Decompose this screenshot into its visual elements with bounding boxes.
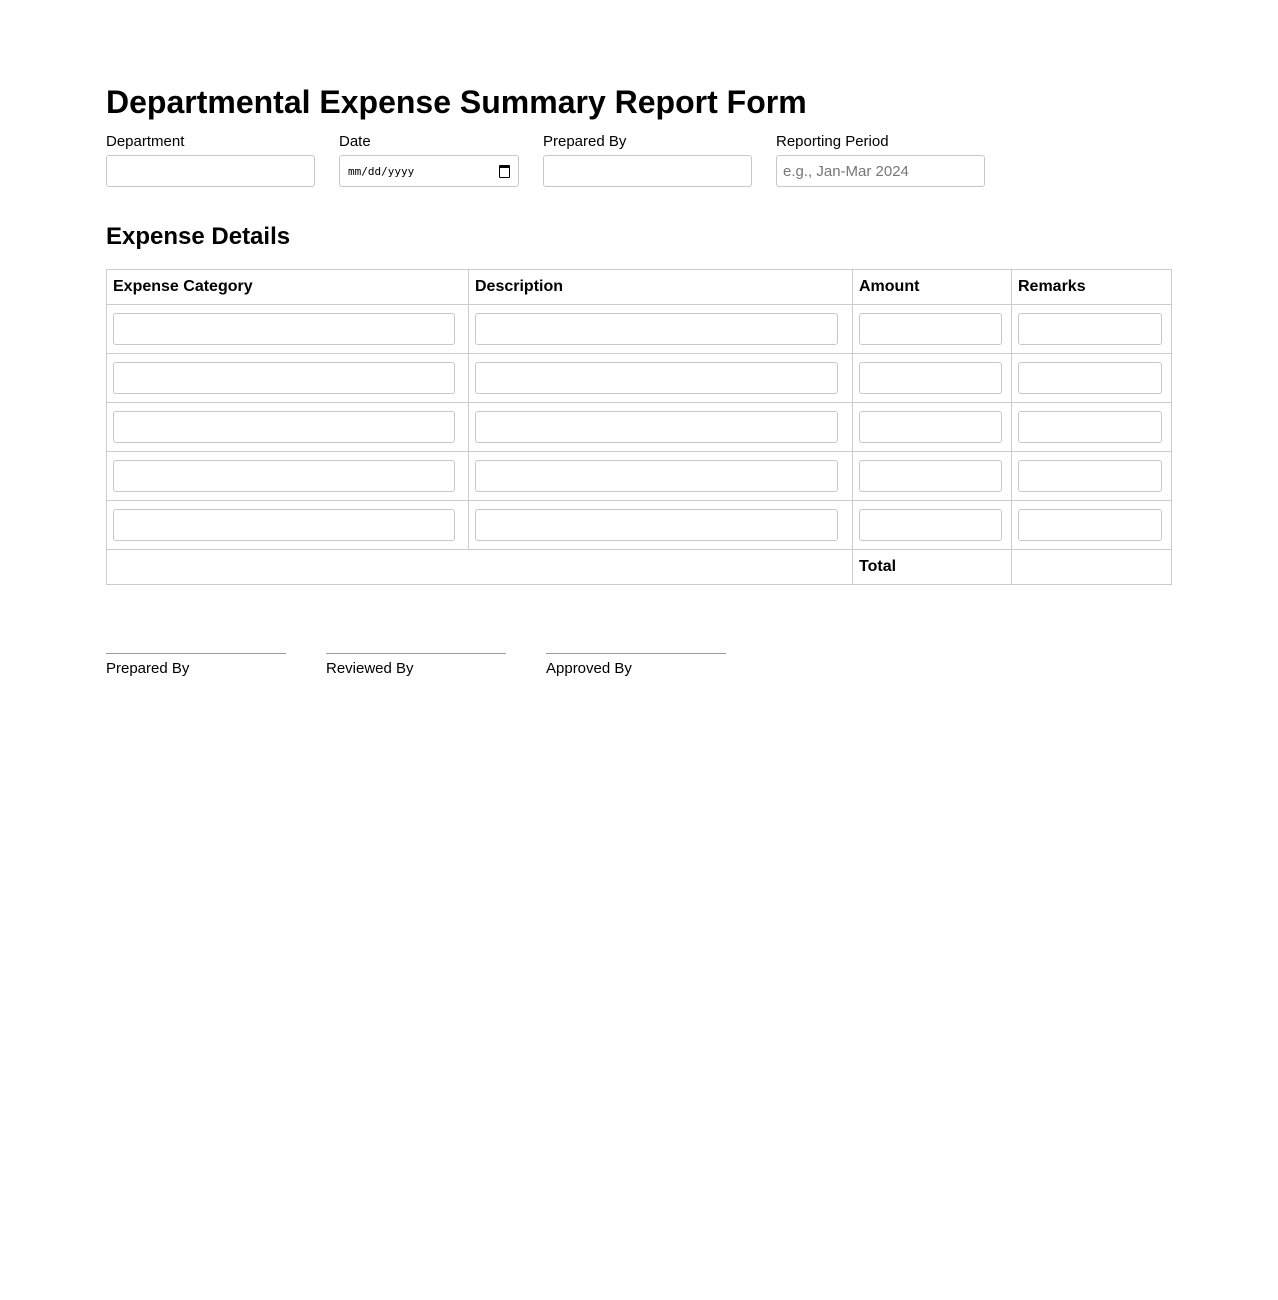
table-cell	[853, 452, 1012, 501]
remarks-input[interactable]	[1018, 362, 1162, 394]
reporting-period-field	[776, 133, 985, 187]
expense-category-input[interactable]	[113, 362, 455, 394]
table-row	[107, 501, 1172, 550]
header-expense-category: Expense Category	[107, 270, 469, 305]
department-field	[106, 133, 315, 187]
description-input[interactable]	[475, 460, 838, 492]
total-row	[107, 550, 1172, 585]
table-row	[107, 452, 1172, 501]
table-cell	[1012, 501, 1172, 550]
prepared-by-input[interactable]	[543, 155, 752, 187]
prepared-by-field	[543, 133, 752, 187]
expense-category-input[interactable]	[113, 509, 455, 541]
total-spacer	[107, 550, 853, 585]
expense-category-input[interactable]	[113, 411, 455, 443]
description-input[interactable]	[475, 362, 838, 394]
total-label: Total	[853, 550, 1012, 585]
description-input[interactable]	[475, 313, 838, 345]
signature-reviewed-by: Reviewed By	[326, 653, 506, 677]
amount-input[interactable]	[859, 313, 1002, 345]
remarks-input[interactable]	[1018, 313, 1162, 345]
table-cell	[469, 501, 853, 550]
department-input[interactable]	[106, 155, 315, 187]
table-cell	[469, 354, 853, 403]
table-cell	[853, 305, 1012, 354]
table-cell	[107, 305, 469, 354]
expense-category-input[interactable]	[113, 313, 455, 345]
amount-input[interactable]	[859, 362, 1002, 394]
header-remarks: Remarks	[1012, 270, 1172, 305]
table-cell	[469, 452, 853, 501]
amount-input[interactable]	[859, 411, 1002, 443]
table-cell	[1012, 305, 1172, 354]
header-amount: Amount	[853, 270, 1012, 305]
table-cell	[107, 354, 469, 403]
table-cell	[107, 452, 469, 501]
table-row	[107, 354, 1172, 403]
page-title: Departmental Expense Summary Report Form	[106, 84, 807, 120]
table-cell	[853, 403, 1012, 452]
table-cell	[853, 354, 1012, 403]
amount-input[interactable]	[859, 460, 1002, 492]
department-label: Department	[106, 133, 185, 150]
reporting-period-input[interactable]	[776, 155, 985, 187]
signature-approved-by: Approved By	[546, 653, 726, 677]
prepared-by-label: Prepared By	[543, 133, 627, 150]
table-cell	[1012, 403, 1172, 452]
table-cell	[1012, 452, 1172, 501]
table-row	[107, 403, 1172, 452]
table-cell	[107, 501, 469, 550]
remarks-input[interactable]	[1018, 509, 1162, 541]
table-cell	[107, 403, 469, 452]
header-description: Description	[469, 270, 853, 305]
expense-table	[106, 269, 1172, 585]
remarks-input[interactable]	[1018, 460, 1162, 492]
date-input[interactable]	[339, 155, 519, 187]
table-cell	[1012, 354, 1172, 403]
remarks-input[interactable]	[1018, 411, 1162, 443]
table-cell	[469, 305, 853, 354]
signature-prepared-by: Prepared By	[106, 653, 286, 677]
section-title: Expense Details	[106, 223, 291, 250]
total-value	[1012, 550, 1172, 585]
description-input[interactable]	[475, 411, 838, 443]
reporting-period-label: Reporting Period	[776, 133, 889, 150]
table-row	[107, 305, 1172, 354]
description-input[interactable]	[475, 509, 838, 541]
date-field	[339, 133, 519, 187]
date-label: Date	[339, 133, 371, 150]
amount-input[interactable]	[859, 509, 1002, 541]
table-cell	[469, 403, 853, 452]
calendar-icon[interactable]	[499, 165, 510, 178]
table-cell	[853, 501, 1012, 550]
date-placeholder: mm/dd/yyyy	[348, 164, 415, 178]
table-header-row	[107, 270, 1172, 305]
expense-category-input[interactable]	[113, 460, 455, 492]
